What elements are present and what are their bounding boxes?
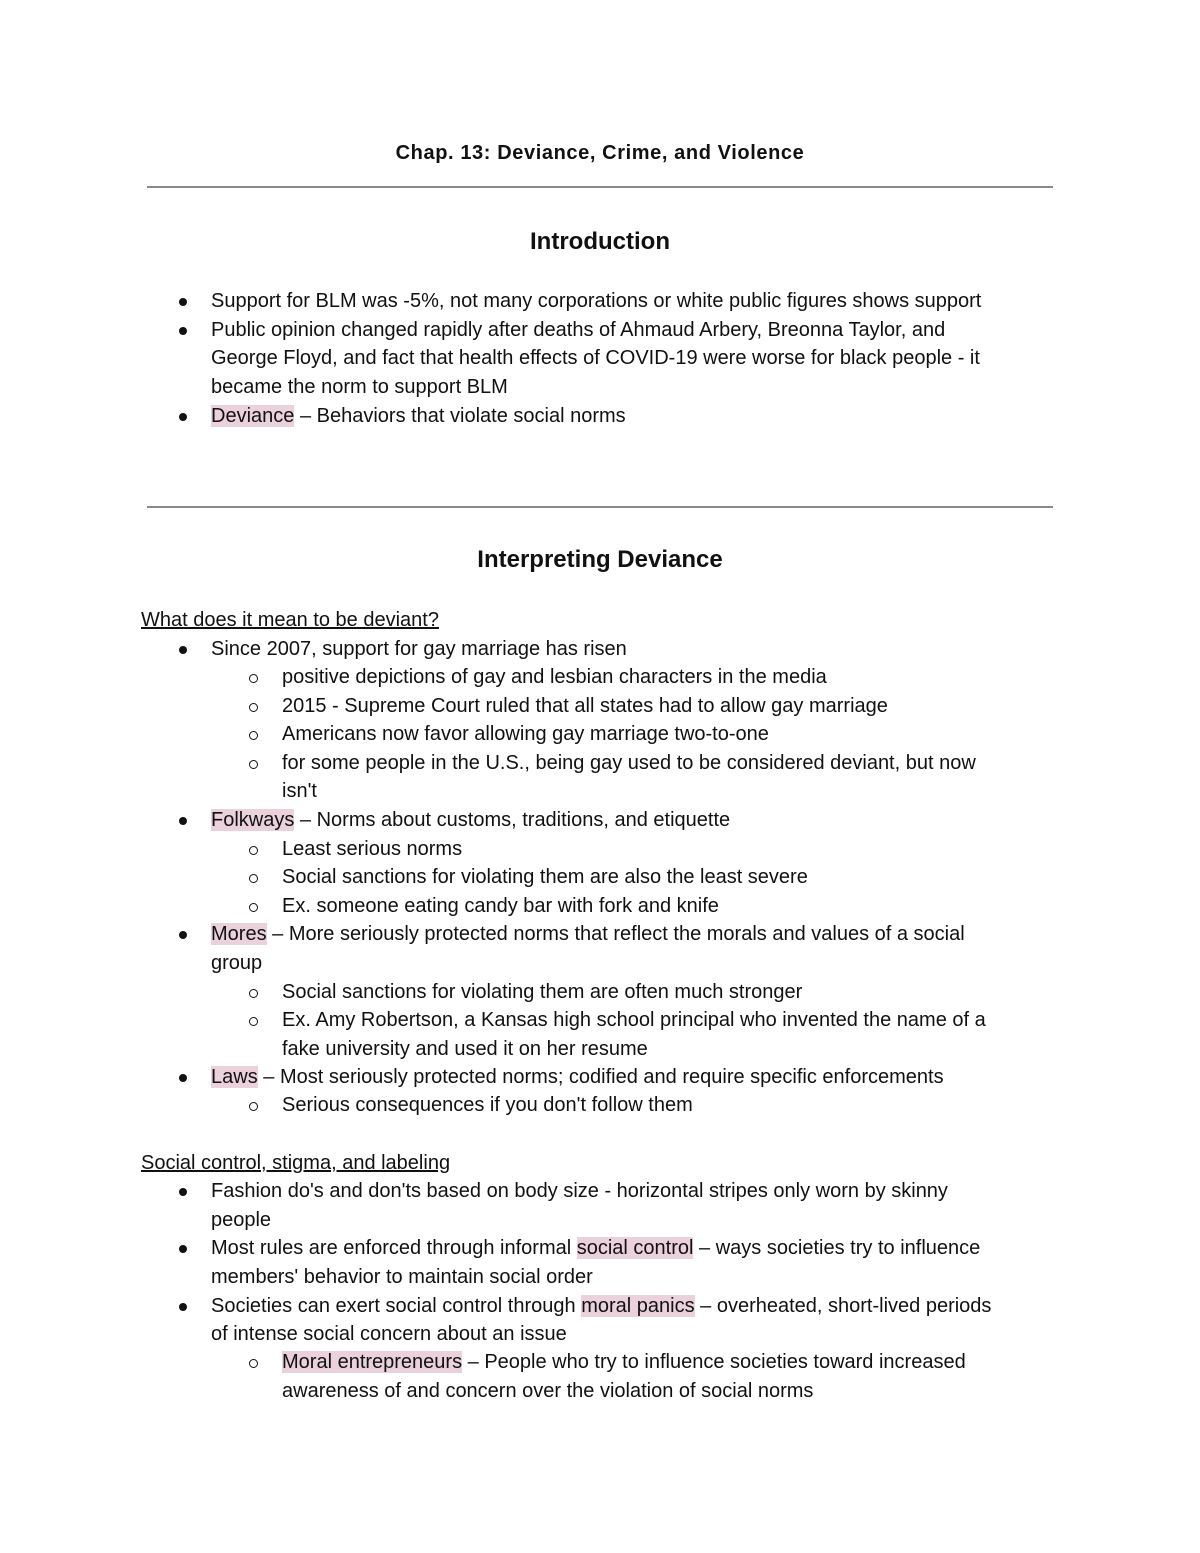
highlighted-term: Moral entrepreneurs — [282, 1351, 463, 1373]
highlighted-term: Folkways — [211, 809, 295, 831]
bullet-ring — [249, 846, 258, 855]
list-item — [211, 1063, 944, 1092]
bullet-dot — [179, 1245, 187, 1253]
bullet-dot — [179, 1188, 187, 1196]
subheading: What does it mean to be deviant? — [141, 609, 439, 631]
sub-list-item: Ex. someone eating candy bar with fork and knife — [282, 895, 719, 917]
list-item — [211, 806, 730, 835]
bullet-ring — [249, 731, 258, 740]
highlighted-term: Mores — [211, 923, 267, 945]
horizontal-rule — [147, 506, 1053, 508]
sub-list-item: positive depictions of gay and lesbian characters in the media — [282, 666, 827, 688]
list-item: Since 2007, support for gay marriage has risen — [211, 638, 627, 660]
sub-list-item-continuation: awareness of and concern over the violation of social norms — [282, 1380, 814, 1402]
bullet-dot — [179, 1303, 187, 1311]
bullet-ring — [249, 1359, 258, 1368]
sub-list-item: Serious consequences if you don't follow them — [282, 1094, 693, 1116]
sub-list-item: Social sanctions for violating them are often much stronger — [282, 981, 803, 1003]
bullet-dot — [179, 413, 187, 421]
list-item: Fashion do's and don'ts based on body size - horizontal stripes only worn by skinny — [211, 1180, 948, 1202]
highlighted-term: moral panics — [581, 1295, 695, 1317]
highlighted-term: social control — [576, 1237, 694, 1259]
bullet-ring — [249, 1102, 258, 1111]
list-item-continuation: of intense social concern about an issue — [211, 1323, 567, 1345]
definition-text: – Norms about customs, traditions, and etiquette — [294, 809, 731, 831]
list-item: Support for BLM was -5%, not many corporations or white public figures shows support — [211, 290, 982, 312]
highlighted-term: Deviance — [211, 405, 295, 427]
list-item-continuation: became the norm to support BLM — [211, 376, 508, 398]
list-item-text: Most rules are enforced through informal — [211, 1237, 577, 1259]
definition-text: – overheated, short-lived periods — [694, 1295, 992, 1317]
list-item — [211, 920, 965, 949]
bullet-ring — [249, 760, 258, 769]
list-item — [211, 402, 626, 431]
sub-list-item: Least serious norms — [282, 838, 463, 860]
sub-list-item: 2015 - Supreme Court ruled that all states had to allow gay marriage — [282, 695, 888, 717]
list-item — [211, 1292, 991, 1321]
bullet-ring — [249, 874, 258, 883]
bullet-dot — [179, 646, 187, 654]
sub-list-item: Ex. Amy Robertson, a Kansas high school principal who invented the name of a — [282, 1009, 986, 1031]
list-item-continuation: people — [211, 1209, 272, 1231]
bullet-dot — [179, 931, 187, 939]
sub-list-item — [282, 1348, 966, 1377]
list-item: Public opinion changed rapidly after deaths of Ahmaud Arbery, Breonna Taylor, and — [211, 319, 946, 341]
list-item — [211, 1234, 980, 1263]
subheading: Social control, stigma, and labeling — [141, 1152, 451, 1174]
definition-text: – More seriously protected norms that reflect the morals and values of a social — [266, 923, 965, 945]
horizontal-rule — [147, 186, 1053, 188]
sub-list-item: Americans now favor allowing gay marriage two-to-one — [282, 723, 769, 745]
bullet-ring — [249, 1017, 258, 1026]
sub-list-item-continuation: fake university and used it on her resume — [282, 1038, 648, 1060]
bullet-dot — [179, 327, 187, 335]
bullet-dot — [179, 298, 187, 306]
bullet-dot — [179, 817, 187, 825]
list-item-continuation: George Floyd, and fact that health effects of COVID-19 were worse for black people - it — [211, 347, 980, 369]
section-title-introduction: Introduction — [530, 228, 670, 255]
list-item-continuation: group — [211, 952, 263, 974]
sub-list-item: for some people in the U.S., being gay used to be considered deviant, but now — [282, 752, 976, 774]
bullet-ring — [249, 989, 258, 998]
document-title: Chap. 13: Deviance, Crime, and Violence — [395, 142, 805, 164]
definition-text: – Most seriously protected norms; codified and require specific enforcements — [257, 1066, 944, 1088]
definition-text: – People who try to influence societies toward increased — [462, 1351, 966, 1373]
bullet-dot — [179, 1074, 187, 1082]
definition-text: – Behaviors that violate social norms — [294, 405, 626, 427]
bullet-ring — [249, 703, 258, 712]
sub-list-item: Social sanctions for violating them are also the least severe — [282, 866, 808, 888]
bullet-ring — [249, 674, 258, 683]
definition-text: – ways societies try to influence — [693, 1237, 981, 1259]
list-item-continuation: members' behavior to maintain social order — [211, 1266, 593, 1288]
section-title-interpreting-deviance: Interpreting Deviance — [477, 546, 723, 573]
bullet-ring — [249, 903, 258, 912]
highlighted-term: Laws — [211, 1066, 258, 1088]
list-item-text: Societies can exert social control through — [211, 1295, 582, 1317]
sub-list-item-continuation: isn't — [282, 780, 317, 802]
